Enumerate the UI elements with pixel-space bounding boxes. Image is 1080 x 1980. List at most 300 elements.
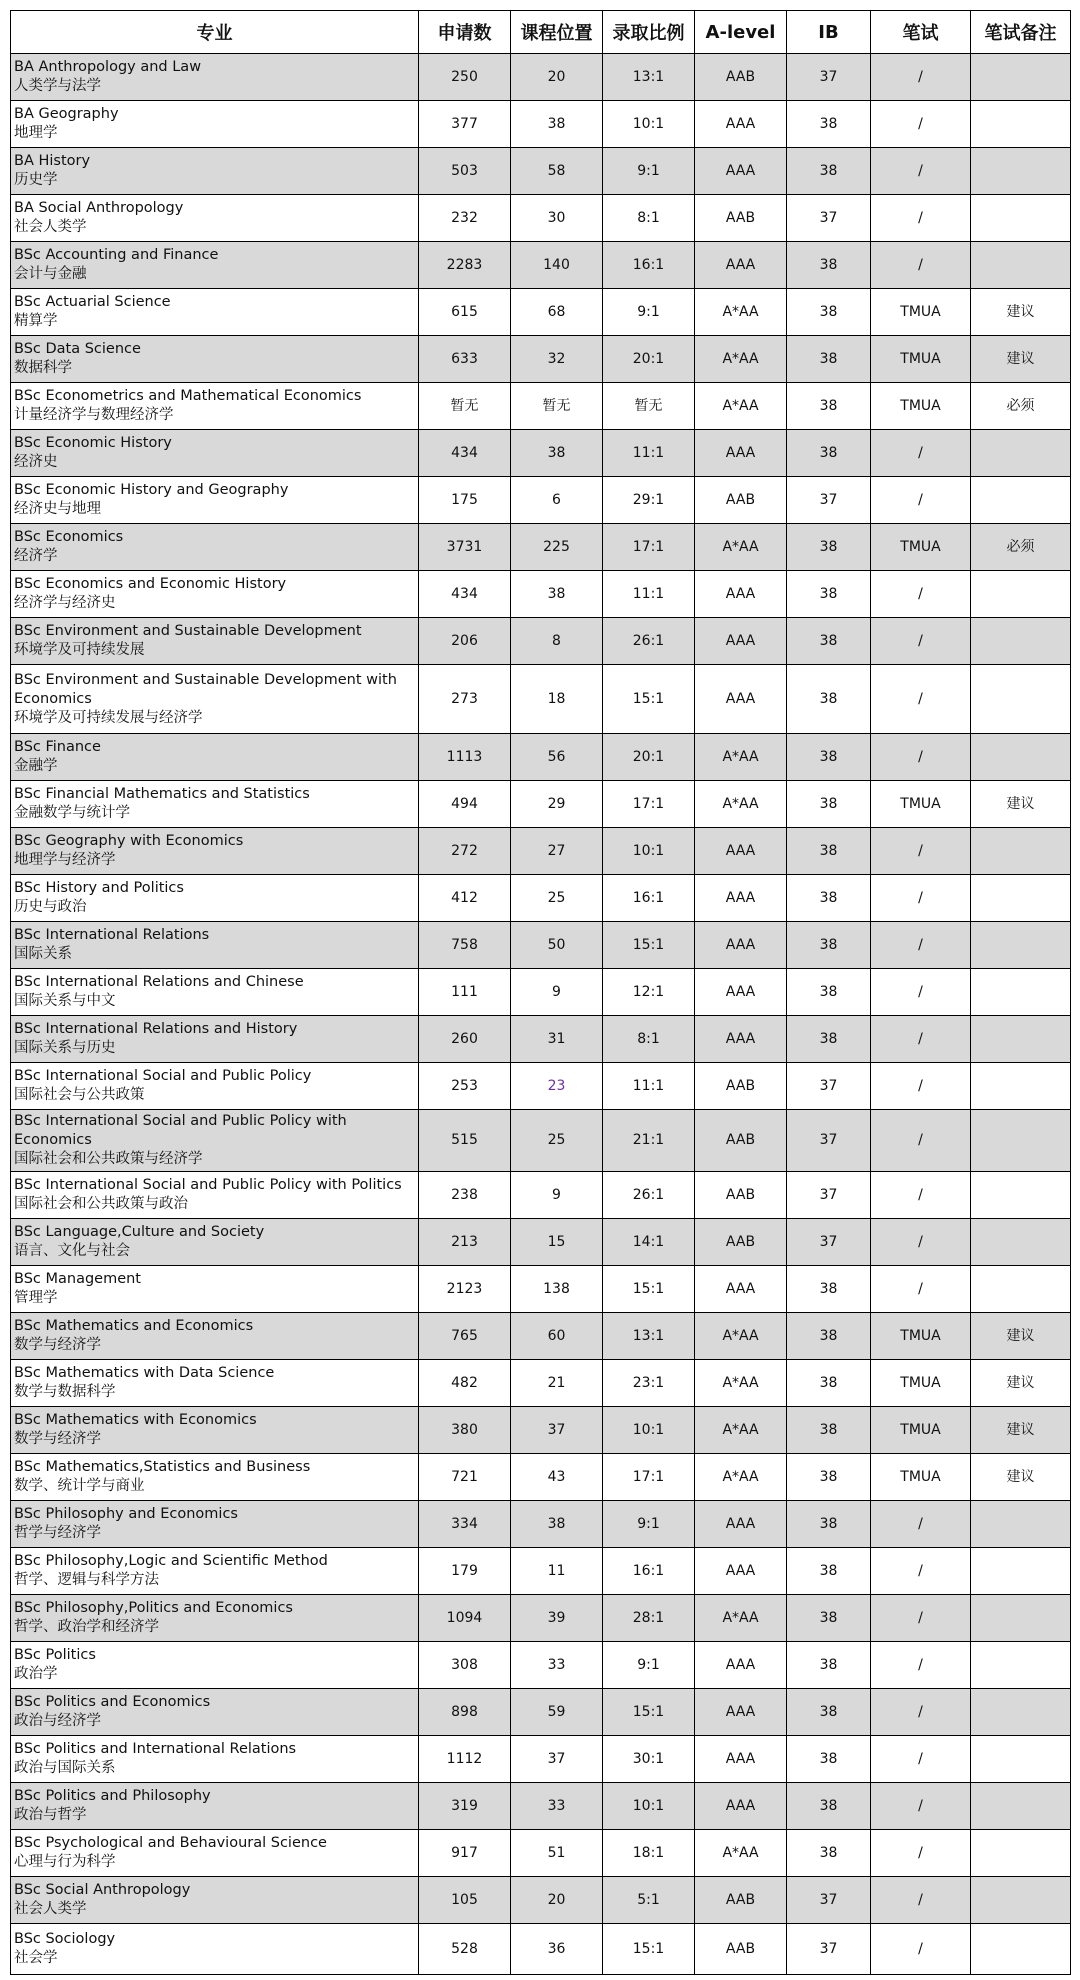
alevel-cell: AAB bbox=[695, 54, 787, 101]
test-cell: / bbox=[871, 242, 971, 289]
ib-cell: 38 bbox=[787, 336, 871, 383]
test-cell: / bbox=[871, 430, 971, 477]
major-name-cn: 政治与国际关系 bbox=[14, 1760, 116, 1776]
table-row bbox=[11, 1877, 1071, 1924]
major-cell bbox=[11, 781, 419, 828]
test-note-cell bbox=[971, 969, 1071, 1016]
test-cell: TMUA bbox=[871, 336, 971, 383]
alevel-cell: AAA bbox=[695, 922, 787, 969]
applications-cell: 206 bbox=[419, 618, 511, 665]
places-cell: 27 bbox=[511, 828, 603, 875]
test-note-cell bbox=[971, 665, 1071, 734]
test-note-cell: 建议 bbox=[971, 336, 1071, 383]
major-name-en: BSc Management bbox=[14, 1271, 141, 1287]
ib-cell: 38 bbox=[787, 734, 871, 781]
ratio-cell: 17:1 bbox=[603, 524, 695, 571]
applications-cell: 758 bbox=[419, 922, 511, 969]
applications-cell: 213 bbox=[419, 1219, 511, 1266]
applications-cell: 2283 bbox=[419, 242, 511, 289]
major-name-cn: 金融数学与统计学 bbox=[14, 805, 130, 821]
ib-cell: 38 bbox=[787, 289, 871, 336]
places-cell: 8 bbox=[511, 618, 603, 665]
places-cell: 225 bbox=[511, 524, 603, 571]
major-name-cn: 数据科学 bbox=[14, 360, 72, 376]
header-test: 笔试 bbox=[871, 11, 971, 54]
alevel-cell: AAB bbox=[695, 1172, 787, 1219]
ib-cell: 38 bbox=[787, 1360, 871, 1407]
test-cell: TMUA bbox=[871, 289, 971, 336]
major-cell bbox=[11, 1454, 419, 1501]
ratio-cell: 15:1 bbox=[603, 1266, 695, 1313]
places-cell: 6 bbox=[511, 477, 603, 524]
test-cell: / bbox=[871, 1595, 971, 1642]
ratio-cell: 18:1 bbox=[603, 1830, 695, 1877]
test-note-cell bbox=[971, 1924, 1071, 1975]
header-applications: 申请数 bbox=[419, 11, 511, 54]
test-cell: / bbox=[871, 148, 971, 195]
alevel-cell: AAA bbox=[695, 1548, 787, 1595]
ratio-cell: 15:1 bbox=[603, 922, 695, 969]
major-name-en: BSc Politics bbox=[14, 1647, 96, 1663]
ib-cell: 38 bbox=[787, 242, 871, 289]
major-name-en: BSc Sociology bbox=[14, 1931, 116, 1947]
applications-cell: 917 bbox=[419, 1830, 511, 1877]
table-row bbox=[11, 195, 1071, 242]
table-row bbox=[11, 618, 1071, 665]
test-note-cell bbox=[971, 1689, 1071, 1736]
ib-cell: 38 bbox=[787, 101, 871, 148]
table-body bbox=[11, 54, 1071, 1975]
alevel-cell: AAA bbox=[695, 1501, 787, 1548]
test-cell: / bbox=[871, 1830, 971, 1877]
major-name-cn: 精算学 bbox=[14, 313, 58, 329]
places-cell: 140 bbox=[511, 242, 603, 289]
places-cell: 11 bbox=[511, 1548, 603, 1595]
major-name-cn: 计量经济学与数理经济学 bbox=[14, 407, 174, 423]
test-note-cell bbox=[971, 828, 1071, 875]
table-row bbox=[11, 1783, 1071, 1830]
applications-cell: 615 bbox=[419, 289, 511, 336]
applications-cell: 334 bbox=[419, 1501, 511, 1548]
major-cell bbox=[11, 289, 419, 336]
test-note-cell bbox=[971, 54, 1071, 101]
alevel-cell: A*AA bbox=[695, 1454, 787, 1501]
major-name-en: BSc Philosophy,Politics and Economics bbox=[14, 1600, 293, 1616]
test-note-cell bbox=[971, 875, 1071, 922]
applications-cell: 482 bbox=[419, 1360, 511, 1407]
ib-cell: 38 bbox=[787, 1783, 871, 1830]
major-name-en: BSc Mathematics,Statistics and Business bbox=[14, 1459, 311, 1475]
alevel-cell: AAB bbox=[695, 1110, 787, 1172]
alevel-cell: AAA bbox=[695, 242, 787, 289]
alevel-cell: AAB bbox=[695, 195, 787, 242]
major-name-en: BSc Environment and Sustainable Development bbox=[14, 623, 362, 639]
header-major: 专业 bbox=[11, 11, 419, 54]
major-name-cn: 环境学及可持续发展 bbox=[14, 642, 145, 658]
alevel-cell: AAA bbox=[695, 969, 787, 1016]
applications-cell: 721 bbox=[419, 1454, 511, 1501]
major-cell bbox=[11, 101, 419, 148]
major-name-cn: 社会学 bbox=[14, 1950, 58, 1966]
test-cell: / bbox=[871, 195, 971, 242]
major-name-en: BSc Politics and Philosophy bbox=[14, 1788, 211, 1804]
table-row bbox=[11, 1407, 1071, 1454]
ratio-cell: 12:1 bbox=[603, 969, 695, 1016]
major-name-cn: 地理学 bbox=[14, 125, 58, 141]
major-name-en: BSc Accounting and Finance bbox=[14, 247, 219, 263]
test-cell: / bbox=[871, 477, 971, 524]
applications-cell: 暂无 bbox=[419, 383, 511, 430]
ratio-cell: 9:1 bbox=[603, 148, 695, 195]
applications-cell: 377 bbox=[419, 101, 511, 148]
test-note-cell bbox=[971, 242, 1071, 289]
major-cell bbox=[11, 1689, 419, 1736]
ratio-cell: 13:1 bbox=[603, 1313, 695, 1360]
major-name-cn: 心理与行为科学 bbox=[14, 1854, 116, 1870]
major-cell bbox=[11, 828, 419, 875]
table-row bbox=[11, 1016, 1071, 1063]
ratio-cell: 20:1 bbox=[603, 336, 695, 383]
alevel-cell: AAB bbox=[695, 477, 787, 524]
ib-cell: 38 bbox=[787, 1454, 871, 1501]
major-cell bbox=[11, 734, 419, 781]
ib-cell: 38 bbox=[787, 1595, 871, 1642]
test-note-cell bbox=[971, 734, 1071, 781]
major-name-cn: 政治与经济学 bbox=[14, 1713, 101, 1729]
test-note-cell bbox=[971, 1063, 1071, 1110]
test-cell: TMUA bbox=[871, 1360, 971, 1407]
ratio-cell: 16:1 bbox=[603, 1548, 695, 1595]
test-cell: / bbox=[871, 1689, 971, 1736]
places-cell: 60 bbox=[511, 1313, 603, 1360]
test-note-cell: 建议 bbox=[971, 1454, 1071, 1501]
test-note-cell bbox=[971, 430, 1071, 477]
alevel-cell: AAA bbox=[695, 571, 787, 618]
major-name-en: BSc Philosophy,Logic and Scientific Method bbox=[14, 1553, 328, 1569]
test-cell: / bbox=[871, 922, 971, 969]
major-cell bbox=[11, 1830, 419, 1877]
ib-cell: 38 bbox=[787, 922, 871, 969]
places-cell: 20 bbox=[511, 1877, 603, 1924]
test-note-cell bbox=[971, 571, 1071, 618]
ratio-cell: 9:1 bbox=[603, 1501, 695, 1548]
test-note-cell: 建议 bbox=[971, 1313, 1071, 1360]
major-name-en: BSc Environment and Sustainable Development with Economics bbox=[14, 671, 397, 707]
major-cell bbox=[11, 195, 419, 242]
places-cell: 暂无 bbox=[511, 383, 603, 430]
major-cell bbox=[11, 922, 419, 969]
ib-cell: 38 bbox=[787, 1313, 871, 1360]
major-cell bbox=[11, 1407, 419, 1454]
major-cell bbox=[11, 336, 419, 383]
major-cell bbox=[11, 148, 419, 195]
ib-cell: 38 bbox=[787, 969, 871, 1016]
places-cell: 38 bbox=[511, 430, 603, 477]
test-cell: / bbox=[871, 1016, 971, 1063]
major-name-cn: 语言、文化与社会 bbox=[14, 1243, 130, 1259]
places-cell: 51 bbox=[511, 1830, 603, 1877]
test-note-cell bbox=[971, 1736, 1071, 1783]
test-cell: TMUA bbox=[871, 1313, 971, 1360]
header-row bbox=[11, 11, 1071, 54]
major-name-cn: 哲学、政治学和经济学 bbox=[14, 1619, 159, 1635]
applications-cell: 1113 bbox=[419, 734, 511, 781]
ratio-cell: 10:1 bbox=[603, 101, 695, 148]
major-name-cn: 历史与政治 bbox=[14, 899, 87, 915]
test-note-cell bbox=[971, 1172, 1071, 1219]
test-note-cell bbox=[971, 922, 1071, 969]
applications-cell: 308 bbox=[419, 1642, 511, 1689]
table-row bbox=[11, 1736, 1071, 1783]
ib-cell: 38 bbox=[787, 1016, 871, 1063]
ib-cell: 38 bbox=[787, 618, 871, 665]
major-name-cn: 地理学与经济学 bbox=[14, 852, 116, 868]
header-ib: IB bbox=[787, 11, 871, 54]
places-cell: 9 bbox=[511, 969, 603, 1016]
table-row bbox=[11, 828, 1071, 875]
test-cell: TMUA bbox=[871, 781, 971, 828]
test-cell: / bbox=[871, 1736, 971, 1783]
major-name-en: BSc Psychological and Behavioural Science bbox=[14, 1835, 327, 1851]
major-name-cn: 国际社会和公共政策与政治 bbox=[14, 1196, 188, 1212]
test-note-cell: 建议 bbox=[971, 1407, 1071, 1454]
test-cell: / bbox=[871, 571, 971, 618]
major-cell bbox=[11, 383, 419, 430]
alevel-cell: AAA bbox=[695, 1016, 787, 1063]
alevel-cell: AAB bbox=[695, 1219, 787, 1266]
major-cell bbox=[11, 1736, 419, 1783]
test-cell: TMUA bbox=[871, 1454, 971, 1501]
major-cell bbox=[11, 1595, 419, 1642]
applications-cell: 111 bbox=[419, 969, 511, 1016]
applications-cell: 250 bbox=[419, 54, 511, 101]
table-row bbox=[11, 875, 1071, 922]
table-row bbox=[11, 1219, 1071, 1266]
major-name-en: BSc Mathematics and Economics bbox=[14, 1318, 254, 1334]
major-name-cn: 社会人类学 bbox=[14, 1901, 87, 1917]
major-cell bbox=[11, 1313, 419, 1360]
test-cell: / bbox=[871, 1877, 971, 1924]
places-cell: 25 bbox=[511, 1110, 603, 1172]
ratio-cell: 10:1 bbox=[603, 1783, 695, 1830]
major-name-en: BSc Economic History and Geography bbox=[14, 482, 289, 498]
ib-cell: 38 bbox=[787, 1501, 871, 1548]
test-cell: / bbox=[871, 1548, 971, 1595]
applications-cell: 515 bbox=[419, 1110, 511, 1172]
ib-cell: 38 bbox=[787, 781, 871, 828]
alevel-cell: AAA bbox=[695, 875, 787, 922]
major-name-cn: 政治学 bbox=[14, 1666, 58, 1682]
test-cell: / bbox=[871, 54, 971, 101]
major-cell bbox=[11, 665, 419, 734]
major-cell bbox=[11, 571, 419, 618]
alevel-cell: A*AA bbox=[695, 1830, 787, 1877]
table-row bbox=[11, 1924, 1071, 1975]
test-cell: / bbox=[871, 1172, 971, 1219]
ratio-cell: 10:1 bbox=[603, 828, 695, 875]
table-row bbox=[11, 1063, 1071, 1110]
places-cell: 36 bbox=[511, 1924, 603, 1975]
alevel-cell: AAA bbox=[695, 828, 787, 875]
ib-cell: 37 bbox=[787, 1110, 871, 1172]
major-name-en: BSc History and Politics bbox=[14, 880, 184, 896]
places-cell: 15 bbox=[511, 1219, 603, 1266]
alevel-cell: A*AA bbox=[695, 734, 787, 781]
ratio-cell: 9:1 bbox=[603, 1642, 695, 1689]
alevel-cell: AAB bbox=[695, 1063, 787, 1110]
table-row bbox=[11, 1313, 1071, 1360]
major-name-cn: 国际社会与公共政策 bbox=[14, 1087, 145, 1103]
alevel-cell: AAB bbox=[695, 1924, 787, 1975]
major-name-en: BSc International Social and Public Policy bbox=[14, 1068, 312, 1084]
alevel-cell: AAA bbox=[695, 430, 787, 477]
major-name-en: BSc Data Science bbox=[14, 341, 141, 357]
alevel-cell: A*AA bbox=[695, 524, 787, 571]
places-cell: 29 bbox=[511, 781, 603, 828]
places-cell: 31 bbox=[511, 1016, 603, 1063]
test-cell: / bbox=[871, 1501, 971, 1548]
places-cell: 18 bbox=[511, 665, 603, 734]
alevel-cell: AAA bbox=[695, 1266, 787, 1313]
major-name-cn: 经济学 bbox=[14, 548, 58, 564]
test-cell: / bbox=[871, 875, 971, 922]
table-row bbox=[11, 1689, 1071, 1736]
test-note-cell bbox=[971, 1501, 1071, 1548]
places-cell: 38 bbox=[511, 1501, 603, 1548]
table-row bbox=[11, 1642, 1071, 1689]
places-cell: 59 bbox=[511, 1689, 603, 1736]
table-row bbox=[11, 665, 1071, 734]
alevel-cell: AAA bbox=[695, 1689, 787, 1736]
major-cell bbox=[11, 1642, 419, 1689]
test-cell: / bbox=[871, 665, 971, 734]
major-name-cn: 国际关系与中文 bbox=[14, 993, 116, 1009]
places-cell: 30 bbox=[511, 195, 603, 242]
ratio-cell: 11:1 bbox=[603, 1063, 695, 1110]
test-cell: / bbox=[871, 1063, 971, 1110]
ratio-cell: 8:1 bbox=[603, 1016, 695, 1063]
test-note-cell: 建议 bbox=[971, 781, 1071, 828]
ratio-cell: 15:1 bbox=[603, 1689, 695, 1736]
places-cell: 138 bbox=[511, 1266, 603, 1313]
test-cell: / bbox=[871, 734, 971, 781]
ib-cell: 38 bbox=[787, 148, 871, 195]
major-cell bbox=[11, 1063, 419, 1110]
major-cell bbox=[11, 1783, 419, 1830]
ratio-cell: 26:1 bbox=[603, 1172, 695, 1219]
ratio-cell: 16:1 bbox=[603, 875, 695, 922]
applications-cell: 765 bbox=[419, 1313, 511, 1360]
ratio-cell: 11:1 bbox=[603, 571, 695, 618]
table-row bbox=[11, 1266, 1071, 1313]
table-row bbox=[11, 734, 1071, 781]
major-name-cn: 哲学与经济学 bbox=[14, 1525, 101, 1541]
ib-cell: 38 bbox=[787, 1548, 871, 1595]
places-cell: 68 bbox=[511, 289, 603, 336]
major-cell bbox=[11, 1877, 419, 1924]
table-row bbox=[11, 1595, 1071, 1642]
applications-cell: 272 bbox=[419, 828, 511, 875]
test-cell: / bbox=[871, 1783, 971, 1830]
major-cell bbox=[11, 1360, 419, 1407]
ib-cell: 38 bbox=[787, 571, 871, 618]
header-test-note: 笔试备注 bbox=[971, 11, 1071, 54]
major-name-cn: 经济学与经济史 bbox=[14, 595, 116, 611]
major-name-cn: 数学、统计学与商业 bbox=[14, 1478, 145, 1494]
test-cell: / bbox=[871, 1110, 971, 1172]
ib-cell: 38 bbox=[787, 430, 871, 477]
admissions-table-container bbox=[10, 10, 1070, 1975]
places-cell: 32 bbox=[511, 336, 603, 383]
ib-cell: 38 bbox=[787, 1642, 871, 1689]
major-name-en: BA Anthropology and Law bbox=[14, 59, 202, 75]
table-row bbox=[11, 1454, 1071, 1501]
test-note-cell: 建议 bbox=[971, 289, 1071, 336]
applications-cell: 260 bbox=[419, 1016, 511, 1063]
major-name-en: BSc Actuarial Science bbox=[14, 294, 171, 310]
applications-cell: 2123 bbox=[419, 1266, 511, 1313]
ratio-cell: 30:1 bbox=[603, 1736, 695, 1783]
table-row bbox=[11, 383, 1071, 430]
table-row bbox=[11, 101, 1071, 148]
ib-cell: 38 bbox=[787, 875, 871, 922]
places-cell: 38 bbox=[511, 101, 603, 148]
major-name-cn: 金融学 bbox=[14, 758, 58, 774]
major-name-cn: 国际关系与历史 bbox=[14, 1040, 116, 1056]
ib-cell: 38 bbox=[787, 1689, 871, 1736]
table-row bbox=[11, 477, 1071, 524]
test-cell: / bbox=[871, 1219, 971, 1266]
applications-cell: 528 bbox=[419, 1924, 511, 1975]
major-name-cn: 人类学与法学 bbox=[14, 78, 101, 94]
major-name-cn: 会计与金融 bbox=[14, 266, 87, 282]
major-cell bbox=[11, 1924, 419, 1975]
major-name-en: BA History bbox=[14, 153, 91, 169]
test-cell: TMUA bbox=[871, 383, 971, 430]
major-name-en: BSc Politics and International Relations bbox=[14, 1741, 297, 1757]
major-name-en: BSc International Relations and Chinese bbox=[14, 974, 304, 990]
alevel-cell: AAA bbox=[695, 1736, 787, 1783]
major-name-en: BSc International Relations and History bbox=[14, 1021, 298, 1037]
applications-cell: 503 bbox=[419, 148, 511, 195]
ratio-cell: 17:1 bbox=[603, 1454, 695, 1501]
places-cell: 20 bbox=[511, 54, 603, 101]
places-cell: 56 bbox=[511, 734, 603, 781]
test-note-cell bbox=[971, 1595, 1071, 1642]
table-row bbox=[11, 571, 1071, 618]
applications-cell: 232 bbox=[419, 195, 511, 242]
major-name-en: BSc Politics and Economics bbox=[14, 1694, 211, 1710]
applications-cell: 434 bbox=[419, 430, 511, 477]
test-note-cell bbox=[971, 1110, 1071, 1172]
major-name-cn: 数学与经济学 bbox=[14, 1431, 101, 1447]
places-cell: 37 bbox=[511, 1736, 603, 1783]
alevel-cell: AAA bbox=[695, 101, 787, 148]
major-cell bbox=[11, 1172, 419, 1219]
ib-cell: 38 bbox=[787, 665, 871, 734]
admissions-table bbox=[10, 10, 1071, 1975]
major-name-en: BSc International Relations bbox=[14, 927, 210, 943]
test-cell: TMUA bbox=[871, 524, 971, 571]
major-name-en: BSc Finance bbox=[14, 739, 101, 755]
test-cell: / bbox=[871, 1924, 971, 1975]
ratio-cell: 17:1 bbox=[603, 781, 695, 828]
ratio-cell: 28:1 bbox=[603, 1595, 695, 1642]
test-cell: / bbox=[871, 1642, 971, 1689]
test-cell: / bbox=[871, 1266, 971, 1313]
major-name-en: BSc Language,Culture and Society bbox=[14, 1224, 265, 1240]
applications-cell: 175 bbox=[419, 477, 511, 524]
